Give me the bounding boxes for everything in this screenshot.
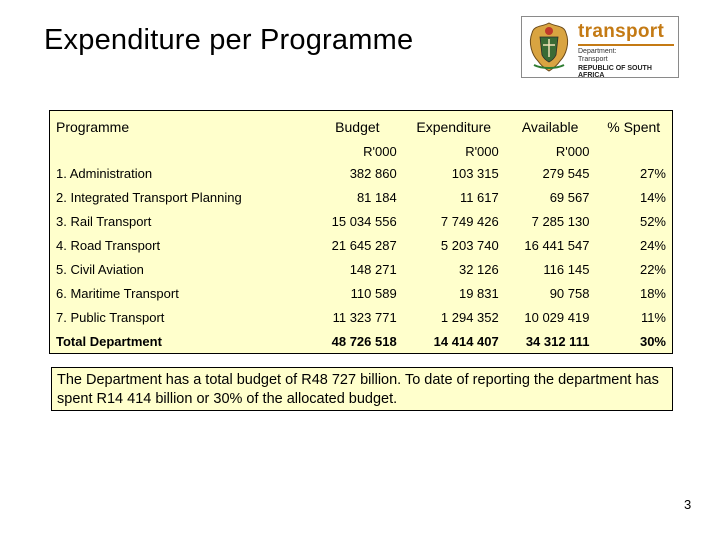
- cell-available: 7 285 130: [531, 213, 590, 229]
- cell-available: 116 145: [543, 261, 590, 277]
- table-total-row: [50, 329, 673, 354]
- header-available: Available: [521, 119, 579, 135]
- page-number: 3: [684, 497, 692, 512]
- cell-spent: 52%: [639, 213, 666, 229]
- header-expenditure: Expenditure: [416, 119, 492, 135]
- cell-expenditure: 19 831: [458, 285, 499, 301]
- cell-spent: 27%: [639, 165, 666, 181]
- expenditure-table: [49, 110, 673, 354]
- cell-budget: 11 323 771: [332, 309, 397, 325]
- total-spent: 30%: [639, 333, 666, 349]
- cell-spent: 22%: [639, 261, 666, 277]
- cell-expenditure: 1 294 352: [440, 309, 499, 325]
- logo-line-transport: Transport: [578, 56, 608, 63]
- cell-spent: 24%: [639, 237, 666, 253]
- cell-programme: 6. Maritime Transport: [56, 285, 179, 301]
- cell-available: 90 758: [549, 285, 590, 301]
- unit-budget: R'000: [363, 143, 397, 159]
- cell-spent: 11%: [640, 309, 666, 325]
- table-row: [50, 185, 673, 209]
- cell-budget: 81 184: [356, 189, 397, 205]
- cell-programme: 5. Civil Aviation: [56, 261, 144, 277]
- cell-expenditure: 103 315: [451, 165, 499, 181]
- cell-expenditure: 11 617: [459, 189, 499, 205]
- cell-expenditure: 32 126: [458, 261, 499, 277]
- cell-available: 16 441 547: [524, 237, 590, 253]
- cell-available: 69 567: [549, 189, 590, 205]
- header-budget: Budget: [335, 119, 380, 135]
- unit-available: R'000: [555, 143, 590, 159]
- cell-expenditure: 7 749 426: [440, 213, 499, 229]
- logo-line-republic: REPUBLIC OF SOUTH AFRICA: [578, 65, 652, 79]
- cell-budget: 21 645 287: [331, 237, 397, 253]
- cell-budget: 110 589: [350, 285, 397, 301]
- header-spent: % Spent: [607, 119, 661, 135]
- table-row: [50, 233, 673, 257]
- table-row: [50, 281, 673, 305]
- cell-programme: 4. Road Transport: [56, 237, 161, 253]
- logo-line-department: Department:: [578, 48, 617, 55]
- coat-of-arms-icon: [526, 21, 572, 73]
- cell-spent: 14%: [639, 189, 666, 205]
- header-programme: Programme: [56, 119, 130, 135]
- cell-available: 279 545: [542, 165, 590, 181]
- unit-expenditure: R'000: [465, 143, 499, 159]
- table-row: [50, 305, 673, 329]
- summary-note: The Department has a total budget of R48 727 billion. To date of reporting the department has spent R14 414 billion or 30% of the allocated budget.: [51, 367, 673, 411]
- cell-programme: 7. Public Transport: [56, 309, 165, 325]
- units-empty: [50, 143, 313, 161]
- cell-programme: 2. Integrated Transport Planning: [56, 189, 242, 205]
- cell-budget: 148 271: [349, 261, 397, 277]
- table-row: [50, 161, 673, 185]
- total-available: 34 312 111: [525, 333, 590, 349]
- cell-available: 10 029 419: [524, 309, 590, 325]
- cell-budget: 382 860: [349, 165, 397, 181]
- table-units-row: [50, 143, 673, 161]
- logo-divider: [578, 44, 674, 46]
- total-budget: 48 726 518: [331, 333, 397, 349]
- cell-programme: 3. Rail Transport: [56, 213, 152, 229]
- department-logo: [521, 16, 679, 78]
- table-header-row: [50, 111, 673, 144]
- cell-expenditure: 5 203 740: [440, 237, 499, 253]
- page-title: Expenditure per Programme: [44, 24, 414, 56]
- cell-spent: 18%: [639, 285, 666, 301]
- units-empty: [595, 143, 672, 161]
- table-row: [50, 209, 673, 233]
- cell-programme: 1. Administration: [56, 165, 153, 181]
- total-programme: Total Department: [56, 333, 162, 349]
- table-row: [50, 257, 673, 281]
- total-expenditure: 14 414 407: [433, 333, 499, 349]
- logo-brand: transport: [578, 21, 665, 42]
- cell-budget: 15 034 556: [331, 213, 397, 229]
